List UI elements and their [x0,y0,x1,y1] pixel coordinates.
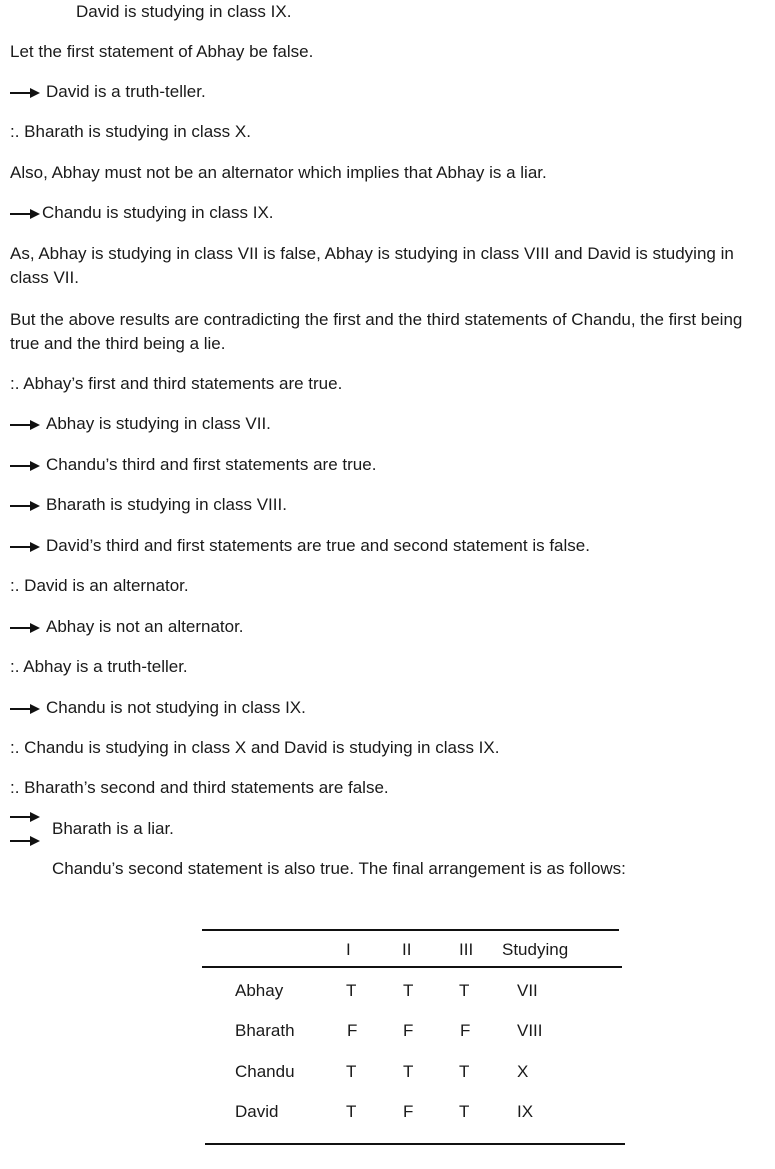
table-cell: VII [517,981,538,1000]
table-cell: IX [517,1102,534,1121]
table-cell: T [459,1102,470,1121]
table-top-rule [202,929,619,931]
table-cell: F [403,1021,414,1040]
text-line-10-label: Abhay is studying in class VII. [46,414,271,433]
text-line-6 [10,203,274,223]
text-line-19: :. Bharath’s second and third statements are false. [10,778,389,797]
table-cell: T [346,981,357,1000]
text-line-12-label: Bharath is studying in class VIII. [46,495,287,514]
text-line-8: But the above results are contradicting the first and the third statements of Chandu, the first being true and the third being a lie. [10,310,743,353]
text-line-17 [10,698,306,718]
text-line-12 [10,495,287,515]
right-arrow-icon [10,460,40,472]
text-line-21: Chandu’s second statement is also true. The final arrangement is as follows: [52,859,626,878]
table-cell: T [459,981,470,1000]
table-cell: F [403,1102,414,1121]
table-row-name: Abhay [235,981,284,1000]
table-header-cell: II [402,940,412,959]
table-header-rule [202,966,622,968]
text-line-11-label: Chandu’s third and first statements are true. [46,455,377,474]
table-header-cell: Studying [502,940,569,959]
table-row-name: Chandu [235,1062,295,1081]
text-line-13 [10,536,590,556]
table-cell: T [346,1062,357,1081]
right-arrow-icon [10,419,40,431]
right-arrow-icon [10,87,40,99]
text-line-14: :. David is an alternator. [10,576,189,595]
table-header-cell: I [346,940,351,959]
right-arrow-icon [10,500,40,512]
table-row-name: David [235,1102,279,1121]
right-arrow-icon [10,541,40,553]
table-cell: T [459,1062,470,1081]
table-row-name: Bharath [235,1021,295,1040]
text-line-20: Bharath is a liar. [52,819,174,838]
text-line-9: :. Abhay’s first and third statements are true. [10,374,343,393]
right-arrow-icon [10,832,40,844]
text-line-3-label: David is a truth-teller. [46,82,206,101]
right-arrow-icon [10,208,40,220]
text-line-2: Let the first statement of Abhay be false. [10,42,314,61]
right-arrow-icon [10,808,40,820]
text-line-7: As, Abhay is studying in class VII is false, Abhay is studying in class VIII and David is studying in class VII. [10,244,734,287]
table-cell: F [460,1021,471,1040]
text-line-13-label: David’s third and first statements are true and second statement is false. [46,536,590,555]
text-line-1: David is studying in class IX. [76,2,292,21]
text-line-10 [10,414,271,434]
table-cell: T [403,1062,414,1081]
table-cell: T [346,1102,357,1121]
table-cell: T [403,981,414,1000]
table-cell: F [347,1021,358,1040]
text-line-6-label: Chandu is studying in class IX. [42,203,274,222]
table-bottom-rule [205,1143,625,1145]
text-line-18: :. Chandu is studying in class X and David is studying in class IX. [10,738,500,757]
table-header-cell: III [459,940,474,959]
text-line-16: :. Abhay is a truth-teller. [10,657,188,676]
text-line-5: Also, Abhay must not be an alternator which implies that Abhay is a liar. [10,163,547,182]
table-cell: VIII [517,1021,543,1040]
text-line-3 [10,82,206,102]
right-arrow-icon [10,622,40,634]
text-line-15-label: Abhay is not an alternator. [46,617,244,636]
right-arrow-icon [10,703,40,715]
text-line-17-label: Chandu is not studying in class IX. [46,698,306,717]
table-cell: X [517,1062,529,1081]
text-line-15 [10,617,244,637]
text-line-4: :. Bharath is studying in class X. [10,122,251,141]
text-line-11 [10,455,376,475]
